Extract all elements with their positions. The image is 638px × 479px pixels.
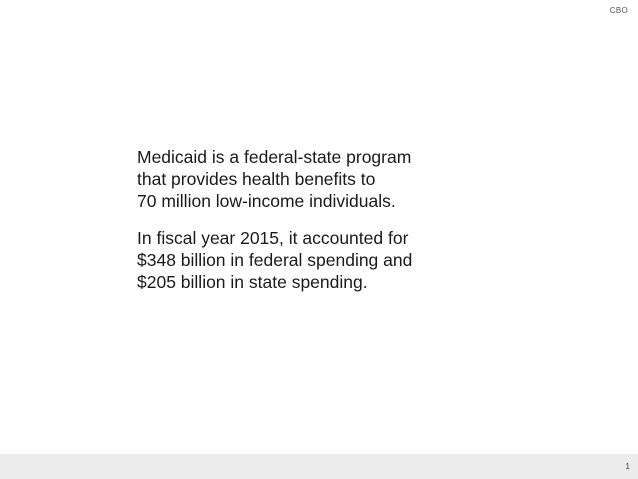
paragraph-medicaid-spending [137,227,557,293]
paragraph-line: that provides health benefits to [137,169,376,189]
paragraph-medicaid-overview [137,146,557,212]
paragraph-line: $348 billion in federal spending and [137,250,413,270]
org-logo-text: CBO [609,6,628,15]
slide-body [137,146,557,293]
footer-bar [0,454,638,479]
page-number: 1 [625,462,630,471]
paragraph-line: $205 billion in state spending. [137,272,368,292]
paragraph-line: Medicaid is a federal-state program [137,147,412,167]
paragraph-line: In fiscal year 2015, it accounted for [137,228,409,248]
paragraph-line: 70 million low-income individuals. [137,191,396,211]
